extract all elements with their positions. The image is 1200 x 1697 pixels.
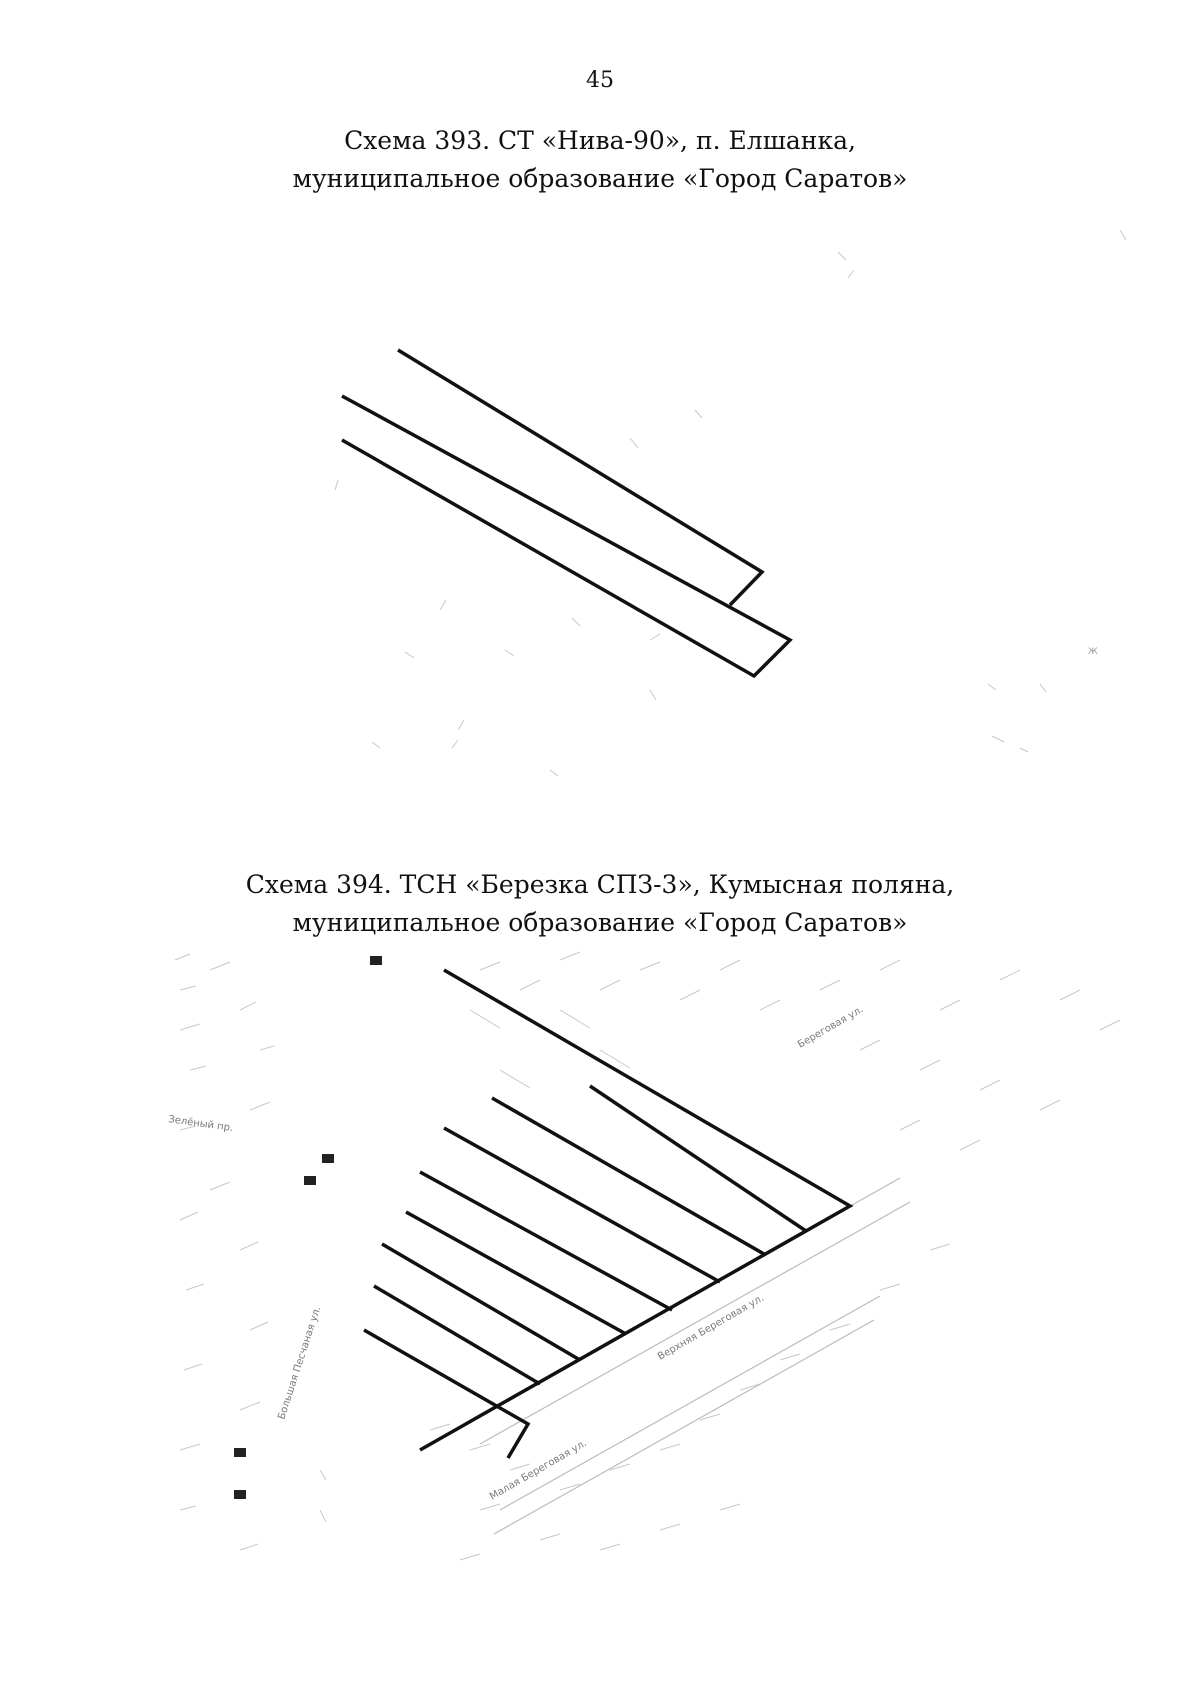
scheme-393-map	[0, 200, 1200, 860]
scheme-394-caption	[0, 866, 1200, 942]
scheme-393-boundary	[342, 350, 790, 676]
page-number: 45	[586, 68, 614, 93]
scheme-394-map	[0, 950, 1200, 1650]
street-label-zelenyy: Зелёный пр.	[167, 1114, 234, 1135]
street-label-bolshaya-peschanaya: Большая Песчаная ул.	[276, 1305, 324, 1421]
scheme-394-caption-line-2: муниципальное образование «Город Саратов»	[292, 908, 908, 937]
scheme-393-caption	[0, 122, 1200, 198]
scheme-394-road	[470, 1178, 910, 1534]
scheme-394-boundary	[364, 970, 850, 1458]
scheme-394-map-texture	[175, 952, 1120, 1560]
building-marker	[370, 956, 382, 965]
street-label-verkhnyaya-beregovaya: Верхняя Береговая ул.	[656, 1292, 766, 1363]
building-marker	[234, 1490, 246, 1499]
building-marker	[234, 1448, 246, 1457]
scheme-393-building-mark: Ж	[1088, 647, 1098, 657]
scheme-393-caption-line-1: Схема 393. СТ «Нива-90», п. Елшанка,	[344, 126, 856, 155]
street-label-beregovaya: Береговая ул.	[796, 1004, 866, 1051]
building-marker	[304, 1176, 316, 1185]
scheme-394-building-markers	[234, 956, 382, 1499]
scheme-393-caption-line-2: муниципальное образование «Город Саратов»	[292, 164, 908, 193]
scheme-394-caption-line-1: Схема 394. ТСН «Березка СПЗ-3», Кумысная поляна,	[245, 870, 955, 899]
street-label-malaya-beregovaya: Малая Береговая ул.	[488, 1438, 589, 1503]
building-marker	[322, 1154, 334, 1163]
